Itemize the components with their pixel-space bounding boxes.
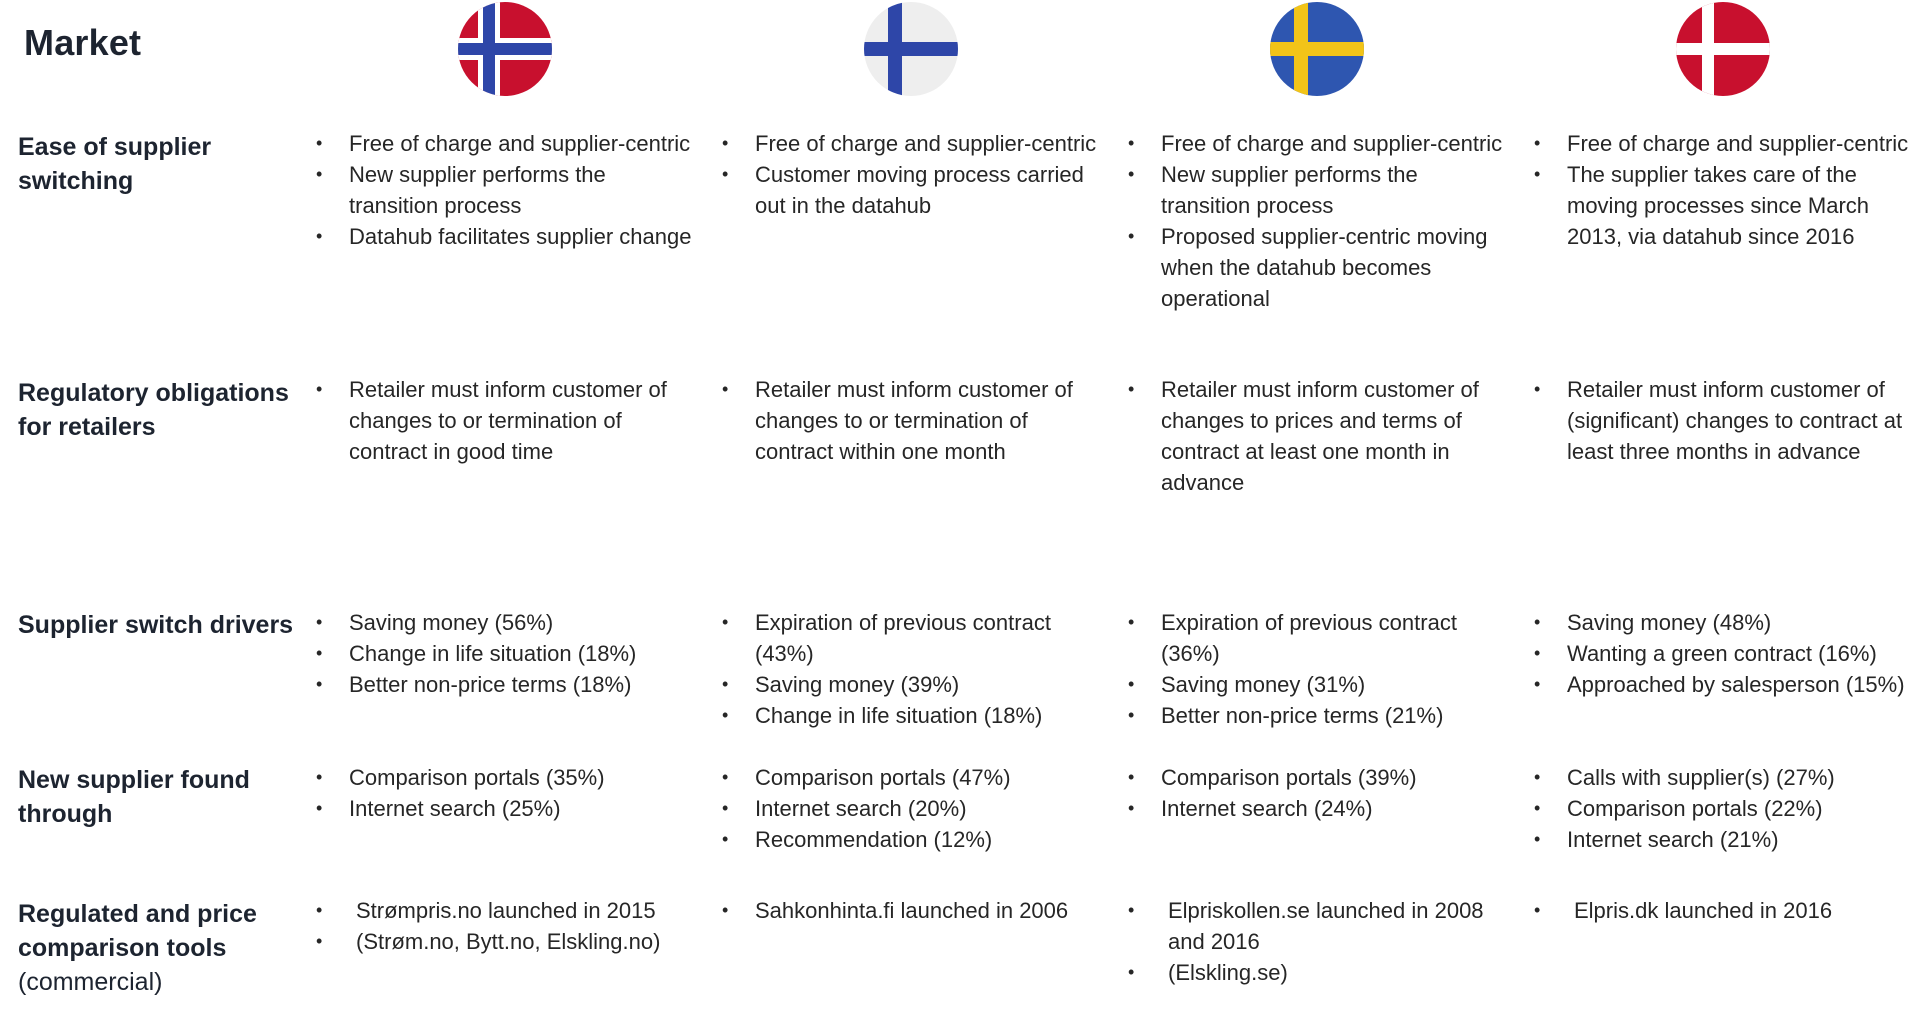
list-item: • Retailer must inform customer of (significant) changes to contract at least three months in advance <box>1534 374 1919 467</box>
list-item: • Change in life situation (18%) <box>316 638 701 669</box>
row-label-supplier-found-through: New supplier found through <box>18 766 250 828</box>
cell-finland-regulatory <box>722 374 1107 467</box>
list-item: • Comparison portals (22%) <box>1534 793 1919 824</box>
sweden-flag-icon <box>1270 2 1364 96</box>
norway-flag-icon <box>458 2 552 96</box>
row-label-ease-of-switching: Ease of supplier switching <box>18 133 212 195</box>
list-item: • (Strøm.no, Bytt.no, Elskling.no) <box>316 926 701 957</box>
cell-sweden-found-through <box>1128 762 1513 824</box>
cell-norway-regulatory <box>316 374 701 467</box>
cell-sweden-ease <box>1128 128 1513 314</box>
list-item: • Customer moving process carried out in the datahub <box>722 159 1107 221</box>
list-item: • Strømpris.no launched in 2015 <box>316 895 701 926</box>
cell-denmark-regulatory <box>1534 374 1919 467</box>
list-item: • Free of charge and supplier-centric <box>1534 128 1919 159</box>
list-item: • Retailer must inform customer of changes to or termination of contract within one month <box>722 374 1107 467</box>
list-item: • Saving money (56%) <box>316 607 701 638</box>
list-item: • Sahkonhinta.fi launched in 2006 <box>722 895 1107 926</box>
cell-norway-ease <box>316 128 701 252</box>
cell-norway-found-through <box>316 762 701 824</box>
cell-denmark-tools <box>1534 895 1919 926</box>
cell-norway-tools <box>316 895 701 957</box>
finland-flag-icon <box>864 2 958 96</box>
list-item: • Internet search (21%) <box>1534 824 1919 855</box>
denmark-flag-icon <box>1676 2 1770 96</box>
list-item: • Retailer must inform customer of changes to or termination of contract in good time <box>316 374 701 467</box>
row-label-comparison-tools-sub: (commercial) <box>18 968 163 996</box>
cell-finland-drivers <box>722 607 1107 731</box>
cell-norway-drivers <box>316 607 701 700</box>
list-item: • Saving money (48%) <box>1534 607 1919 638</box>
list-item: • Wanting a green contract (16%) <box>1534 638 1919 669</box>
list-item: • Calls with supplier(s) (27%) <box>1534 762 1919 793</box>
cell-denmark-found-through <box>1534 762 1919 855</box>
list-item: • Saving money (39%) <box>722 669 1107 700</box>
list-item: • Internet search (25%) <box>316 793 701 824</box>
list-item: • Comparison portals (39%) <box>1128 762 1513 793</box>
row-label-switch-drivers: Supplier switch drivers <box>18 611 294 639</box>
list-item: • Internet search (24%) <box>1128 793 1513 824</box>
list-item: • Change in life situation (18%) <box>722 700 1107 731</box>
list-item: • Comparison portals (35%) <box>316 762 701 793</box>
list-item: • Internet search (20%) <box>722 793 1107 824</box>
list-item: • New supplier performs the transition process <box>1128 159 1513 221</box>
list-item: • Expiration of previous contract (43%) <box>722 607 1107 669</box>
list-item: • Free of charge and supplier-centric <box>722 128 1107 159</box>
cell-finland-found-through <box>722 762 1107 855</box>
cell-denmark-drivers <box>1534 607 1919 700</box>
list-item: • Datahub facilitates supplier change <box>316 221 701 252</box>
list-item: • The supplier takes care of the moving processes since March 2013, via datahub since 2016 <box>1534 159 1919 252</box>
list-item: • Retailer must inform customer of changes to prices and terms of contract at least one month in advance <box>1128 374 1513 498</box>
list-item: • Saving money (31%) <box>1128 669 1513 700</box>
cell-sweden-tools <box>1128 895 1513 988</box>
list-item: • Free of charge and supplier-centric <box>1128 128 1513 159</box>
list-item: • New supplier performs the transition process <box>316 159 701 221</box>
cell-sweden-drivers <box>1128 607 1513 731</box>
list-item: • Recommendation (12%) <box>722 824 1107 855</box>
row-label-comparison-tools-text: Regulated and price comparison tools <box>18 900 257 962</box>
list-item: • Better non-price terms (18%) <box>316 669 701 700</box>
list-item: • Free of charge and supplier-centric <box>316 128 701 159</box>
list-item: • Comparison portals (47%) <box>722 762 1107 793</box>
list-item: • Elpris.dk launched in 2016 <box>1534 895 1919 926</box>
list-item: • Better non-price terms (21%) <box>1128 700 1513 731</box>
list-item: • Expiration of previous contract (36%) <box>1128 607 1513 669</box>
list-item: • Elpriskollen.se launched in 2008 and 2016 <box>1128 895 1513 957</box>
cell-finland-tools <box>722 895 1107 926</box>
list-item: • (Elskling.se) <box>1128 957 1513 988</box>
cell-sweden-regulatory <box>1128 374 1513 498</box>
cell-denmark-ease <box>1534 128 1919 252</box>
list-item: • Proposed supplier-centric moving when the datahub becomes operational <box>1128 221 1513 314</box>
row-label-comparison-tools <box>18 897 298 999</box>
cell-finland-ease <box>722 128 1107 221</box>
list-item: • Approached by salesperson (15%) <box>1534 669 1919 700</box>
row-label-regulatory-obligations: Regulatory obligations for retailers <box>18 379 289 441</box>
market-heading: Market <box>24 22 142 63</box>
